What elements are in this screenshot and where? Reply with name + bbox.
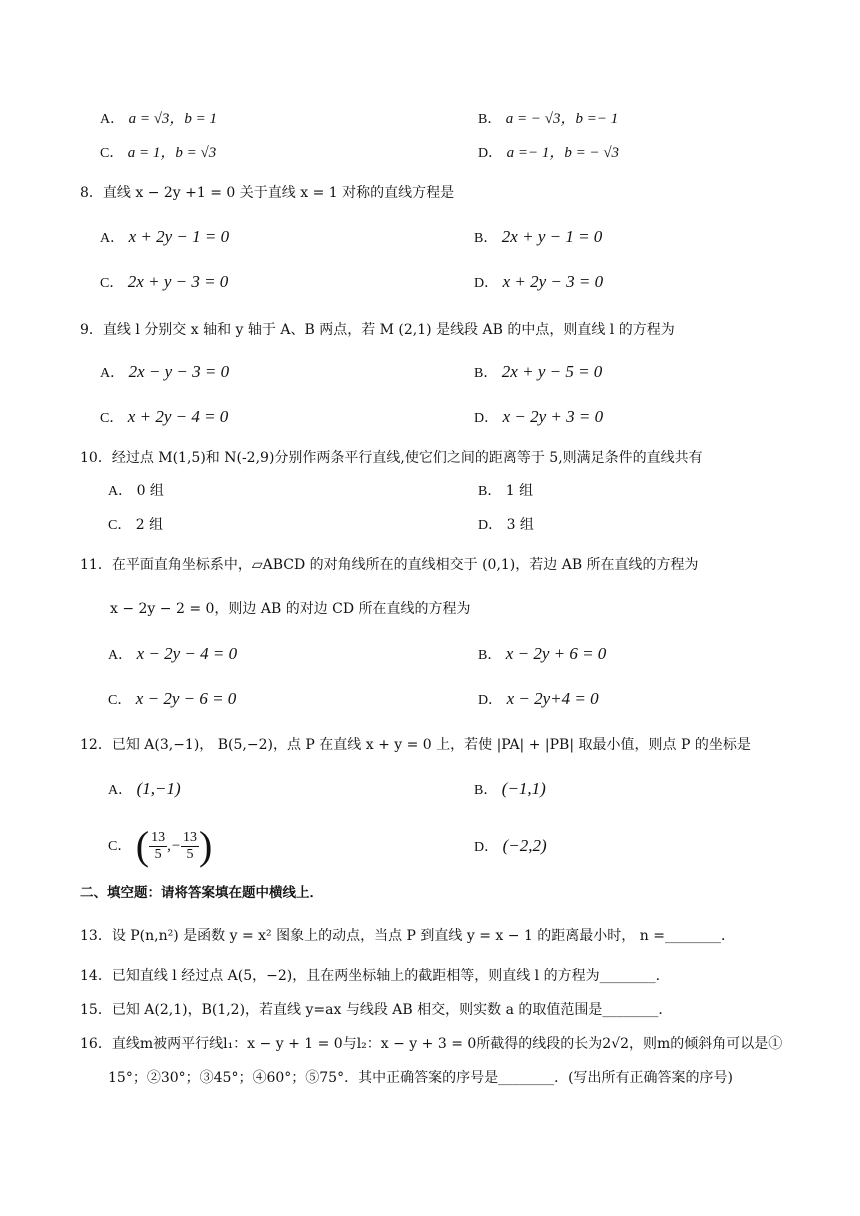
- q7-option-d-label: D．: [478, 146, 503, 161]
- q7-option-d-text: a =− 1，b = − √3: [506, 145, 620, 161]
- q10-option-b-label: B．: [478, 484, 502, 499]
- q12-option-c-label: C．: [108, 839, 132, 854]
- q11-option-b: [478, 644, 606, 666]
- q8-option-d-label: D．: [474, 276, 499, 291]
- q7-option-c-label: C．: [100, 146, 124, 161]
- q7-option-c: [100, 143, 216, 164]
- q12-option-c-num1: 13: [151, 829, 166, 845]
- q12-option-b: [474, 779, 546, 801]
- q9-option-b-text: 2x + y − 5 = 0: [501, 362, 603, 381]
- q14-question: 14．已知直线 l 经过点 A(5，−2)，且在两坐标轴上的截距相等，则直线 l 的方程为________.: [80, 968, 661, 984]
- q12-option-d-text: (−2,2): [502, 836, 547, 855]
- q12-option-a: [108, 779, 181, 801]
- q16-question-line2: 15°；②30°；③45°；④60°；⑤75°．其中正确答案的序号是________．(写出所有正确答案的序号): [108, 1070, 733, 1086]
- q11-option-d: [478, 689, 599, 711]
- q10-option-b: [478, 481, 533, 502]
- q13-question: 13．设 P(n,n²) 是函数 y = x² 图象上的动点，当点 P 到直线 y = x − 1 的距离最小时， n =________．: [80, 928, 735, 944]
- q10-option-c: [108, 515, 163, 536]
- q12-option-c-den2: 5: [186, 846, 194, 862]
- q12-option-c: [108, 823, 213, 868]
- q15-question: 15．已知 A(2,1)，B(1,2)，若直线 y=ax 与线段 AB 相交，则实数 a 的取值范围是________．: [80, 1002, 673, 1018]
- q11-option-d-text: x − 2y+4 = 0: [506, 689, 599, 708]
- q11-option-a-label: A．: [108, 648, 133, 663]
- q12-option-c-frac1: [149, 830, 167, 863]
- q10-option-a-text: 0 组: [136, 483, 164, 499]
- q12-option-c-open-paren: (: [135, 823, 150, 868]
- q9-question: 9．直线 l 分别交 x 轴和 y 轴于 A、B 两点，若 M (2,1) 是线段 AB 的中点，则直线 l 的方程为: [80, 322, 675, 338]
- q9-option-b-label: B．: [474, 366, 498, 381]
- q9-option-d-label: D．: [474, 411, 499, 426]
- q8-option-a: [100, 227, 229, 249]
- q8-question: 8．直线 x − 2y +1 = 0 关于直线 x = 1 对称的直线方程是: [80, 185, 455, 201]
- q12-option-a-label: A．: [108, 783, 133, 798]
- q11-option-c-label: C．: [108, 693, 132, 708]
- q12-option-c-den1: 5: [154, 846, 162, 862]
- q9-option-b: [474, 362, 602, 384]
- q11-option-a: [108, 644, 237, 666]
- q12-option-b-text: (−1,1): [501, 779, 546, 798]
- section-heading-fill-in: 二、填空题：请将答案填在题中横线上．: [80, 885, 323, 901]
- q9-option-c-text: x + 2y − 4 = 0: [127, 407, 229, 426]
- q8-option-b: [474, 227, 602, 249]
- q12-option-c-num2: 13: [183, 829, 197, 845]
- q8-option-c-label: C．: [100, 276, 124, 291]
- q10-option-a-label: A．: [108, 484, 133, 499]
- q12-option-d: [474, 836, 547, 858]
- q10-option-d: [478, 515, 534, 536]
- q9-option-a-label: A．: [100, 366, 125, 381]
- q8-option-a-label: A．: [100, 231, 125, 246]
- q11-option-a-text: x − 2y − 4 = 0: [136, 644, 238, 663]
- q9-option-c-label: C．: [100, 411, 124, 426]
- q12-option-b-label: B．: [474, 783, 498, 798]
- q7-option-b-label: B．: [478, 112, 502, 127]
- q8-option-b-text: 2x + y − 1 = 0: [501, 227, 603, 246]
- q7-option-b: [478, 109, 618, 130]
- q12-option-c-close-paren: ): [199, 823, 213, 868]
- q11-question-line1: 11．在平面直角坐标系中，▱ABCD 的对角线所在的直线相交于 (0,1)，若边 AB 所在直线的方程为: [80, 557, 699, 573]
- q8-option-c-text: 2x + y − 3 = 0: [127, 272, 229, 291]
- q10-option-c-text: 2 组: [135, 517, 164, 533]
- q10-option-d-text: 3 组: [506, 517, 534, 533]
- q10-question: 10．经过点 M(1,5)和 N(-2,9)分别作两条平行直线,使它们之间的距离等于 5,则满足条件的直线共有: [80, 450, 703, 466]
- q10-option-b-text: 1 组: [505, 483, 534, 499]
- q9-option-d: [474, 407, 603, 429]
- q11-option-c-text: x − 2y − 6 = 0: [135, 689, 237, 708]
- q7-option-d: [478, 143, 619, 164]
- q8-option-c: [100, 272, 228, 294]
- q9-option-c: [100, 407, 228, 429]
- q9-option-d-text: x − 2y + 3 = 0: [502, 407, 604, 426]
- q16-question-line1: 16．直线m被两平行线l₁：x − y + 1 = 0与l₂：x − y + 3 = 0所截得的线段的长为2√2，则m的倾斜角可以是①: [80, 1036, 783, 1052]
- q12-option-a-text: (1,−1): [136, 779, 181, 798]
- q8-option-a-text: x + 2y − 1 = 0: [128, 227, 230, 246]
- q12-option-c-frac2: [181, 830, 199, 863]
- q10-option-c-label: C．: [108, 518, 132, 533]
- q8-option-b-label: B．: [474, 231, 498, 246]
- q9-option-a: [100, 362, 229, 384]
- q12-question: 12．已知 A(3,−1)， B(5,−2)，点 P 在直线 x + y = 0 上，若使 |PA| + |PB| 取最小值，则点 P 的坐标是: [80, 737, 751, 753]
- q7-option-b-text: a = − √3，b =− 1: [505, 111, 619, 127]
- q11-option-b-text: x − 2y + 6 = 0: [505, 644, 607, 663]
- q7-option-a: [100, 109, 217, 130]
- q7-option-a-text: a = √3，b = 1: [128, 111, 218, 127]
- q11-option-c: [108, 689, 236, 711]
- q12-option-c-sep: ,−: [167, 838, 181, 854]
- q8-option-d: [474, 272, 603, 294]
- q10-option-d-label: D．: [478, 518, 503, 533]
- q10-option-a: [108, 481, 164, 502]
- q7-option-c-text: a = 1，b = √3: [127, 145, 217, 161]
- q11-option-d-label: D．: [478, 693, 503, 708]
- q7-option-a-label: A．: [100, 112, 125, 127]
- q11-option-b-label: B．: [478, 648, 502, 663]
- q9-option-a-text: 2x − y − 3 = 0: [128, 362, 230, 381]
- q11-question-line2: x − 2y − 2 = 0，则边 AB 的对边 CD 所在直线的方程为: [110, 601, 471, 617]
- q12-option-d-label: D．: [474, 840, 499, 855]
- q8-option-d-text: x + 2y − 3 = 0: [502, 272, 604, 291]
